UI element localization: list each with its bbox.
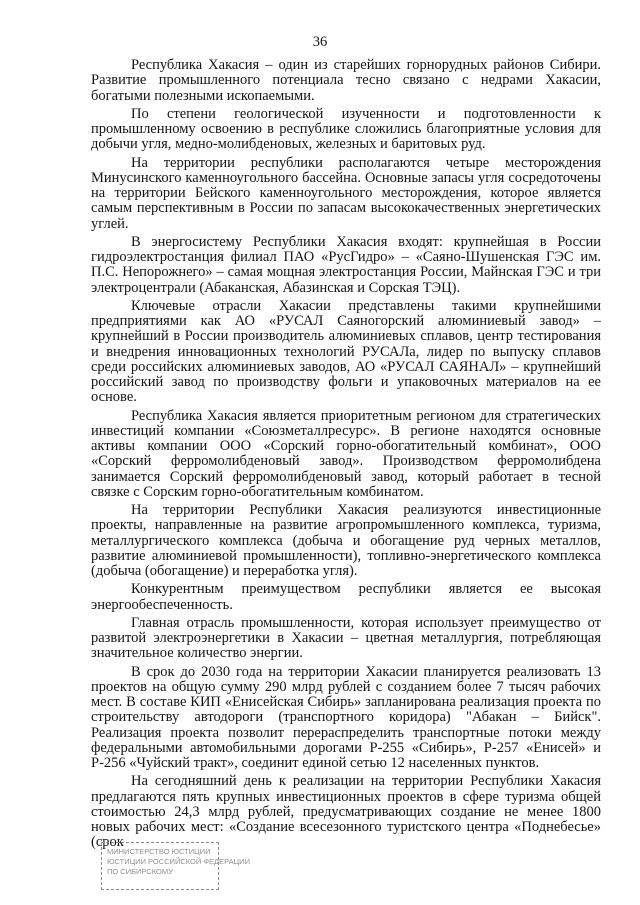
- stamp-line-3: ПО СИБИРСКОМУ: [107, 867, 173, 876]
- registration-stamp: [101, 842, 250, 890]
- paragraph-4: В энергосистему Республики Хакасия входят: крупнейшая в России гидроэлектростанция филиал ПАО «РусГидро» – «Саяно-Шушенская ГЭС им. П.С. Непорожнего» – самая мощная электростанция России, Майнская ГЭС и три электроцентрали (Абаканская, Абазинская и Сорская ТЭЦ).: [91, 233, 601, 296]
- paragraph-11: На сегодняшний день к реализации на территории Республики Хакасия предлагаются пять крупных инвестиционных проектов в сфере туризма общей стоимостью 24,3 млрд рублей, предусматривающих создание не менее 1800 новых рабочих мест: «Создание всесезонного туристского центра «Поднебесье» (срок: [91, 773, 601, 851]
- body-text: [91, 58, 601, 851]
- paragraph-10: В срок до 2030 года на территории Хакасии планируется реализовать 13 проектов на общую сумму 290 млрд рублей с созданием более 7 тысяч рабочих мест. В составе КИП «Енисейская Сибирь» запланирована реализация проекта по строительству автодороги (транспортного коридора) "Абакан – Бийск". Реализация проекта позволит перераспределить транспортные потоки между федеральными автомобильными дорогами Р-255 «Сибирь», Р-257 «Енисей» и Р-256 «Чуйский тракт», соединит единой сетью 12 населенных пунктов.: [91, 663, 601, 771]
- paragraph-5: Ключевые отрасли Хакасии представлены такими крупнейшими предприятиями как АО «РУСАЛ Саяногорский алюминиевый завод» – крупнейший в России производитель алюминиевых сплавов, центр тестирования и внедрения инновационных технологий РУСАЛа, лидер по выпуску сплавов среди российских алюминиевых заводов, АО «РУСАЛ САЯНАЛ» – крупнейший российский завод по производству фольги и упаковочных материалов на ее основе.: [91, 297, 601, 406]
- paragraph-6: Республика Хакасия является приоритетным регионом для стратегических инвестиций компании «Союзметаллресурс». В регионе находятся основные активы компании ООО «Сорский горно-обогатительный комбинат», ООО «Сорский ферромолибденовый завод». Производством ферромолибдена занимается Сорский ферромолибденовый завод, который работает в тесной связке с Сорским горно-обогатительным комбинатом.: [91, 407, 601, 500]
- paragraph-2: По степени геологической изученности и подготовленности к промышленному освоению в республике сложились благоприятные условия для добычи угля, медно-молибденовых, железных и баритовых руд.: [91, 105, 601, 153]
- paragraph-7: На территории Республики Хакасия реализуются инвестиционные проекты, направленные на развитие агропромышленного комплекса, туризма, металлургического комплекса (добыча и обогащение руд черных металлов, развитие алюминиевой промышленности), топливно-энергетического комплекса (добыча (обогащение) и переработка угля).: [91, 502, 601, 579]
- page-number: 36: [312, 34, 328, 50]
- stamp-line-1: МИНИСТЕРСТВО ЮСТИЦИИ: [107, 847, 211, 856]
- paragraph-1: Республика Хакасия – один из старейших горнорудных районов Сибири. Развитие промышленного потенциала тесно связано с недрами Хакасии, богатыми полезными ископаемыми.: [91, 57, 601, 104]
- paragraph-8: Конкурентным преимуществом республики является ее высокая энергообеспеченность.: [91, 581, 601, 613]
- paragraph-3: На территории республики располагаются четыре месторождения Минусинского каменноугольного бассейна. Основные запасы угля сосредоточены на территории Бейского каменноугольного месторождения, которое является самым перспективным в России по запасам высококачественных энергетических углей.: [91, 154, 601, 232]
- paragraph-9: Главная отрасль промышленности, которая использует преимущество от развитой электроэнергетики в Хакасии – цветная металлургия, потребляющая значительное количество энергии.: [91, 614, 601, 662]
- stamp-line-2: ЮСТИЦИИ РОССИЙСКОЙ ФЕДЕРАЦИИ: [107, 857, 250, 866]
